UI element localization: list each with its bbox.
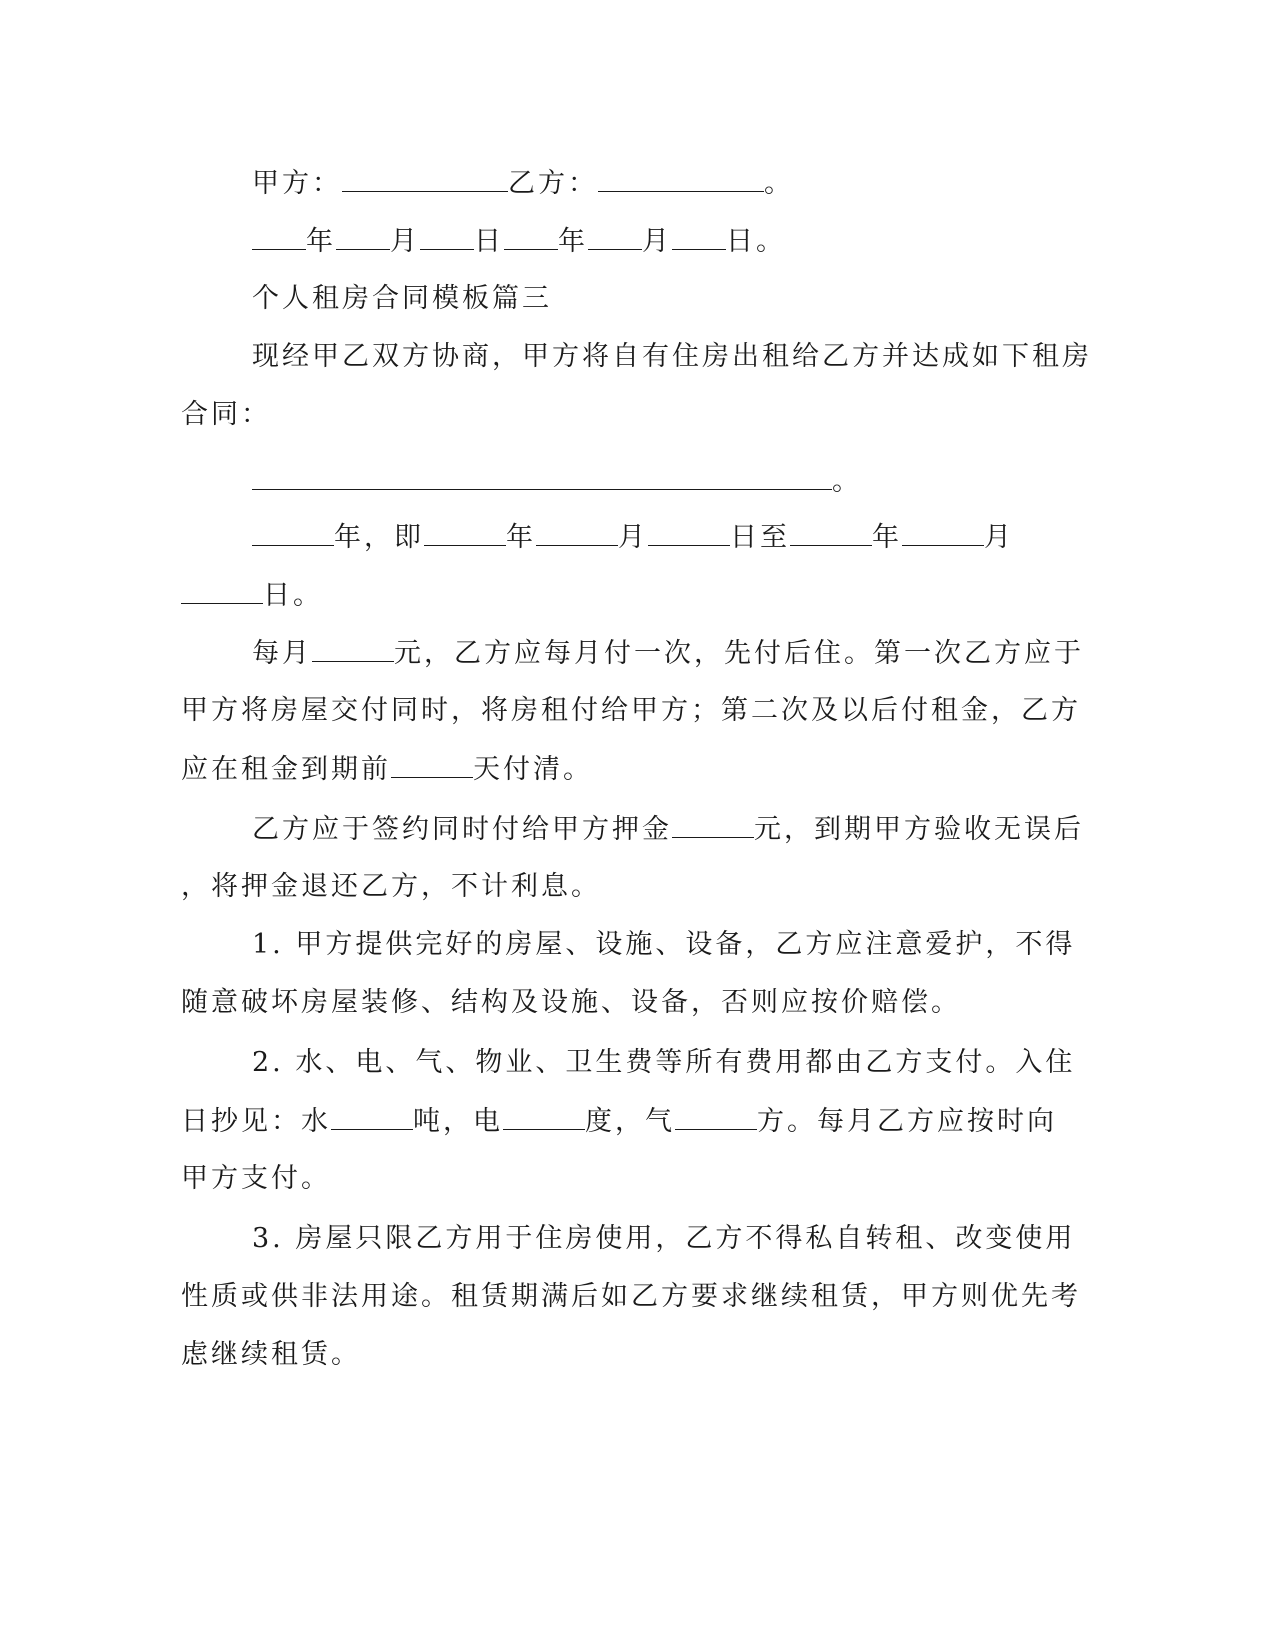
rent-text: 应在租金到期前 xyxy=(181,754,391,785)
rent-text: 元，乙方应每月付一次，先付后住。第一次乙方应于 xyxy=(394,638,1084,669)
deposit-line-1 xyxy=(252,809,1084,849)
term-blank[interactable] xyxy=(790,517,872,546)
term-blank[interactable] xyxy=(424,517,506,546)
term-line-1 xyxy=(252,517,1014,557)
clause-2-text: 日抄见：水 xyxy=(181,1106,331,1137)
term-text: 月 xyxy=(618,522,648,553)
clause-3-line-3: 虑继续租赁。 xyxy=(181,1339,361,1370)
date-blank[interactable] xyxy=(336,221,390,250)
clause-3-line-1: 3. 房屋只限乙方用于住房使用，乙方不得私自转租、改变使用 xyxy=(252,1223,1076,1254)
clause-3-line-2: 性质或供非法用途。租赁期满后如乙方要求继续租赁，甲方则优先考 xyxy=(181,1281,1081,1312)
signature-date-line xyxy=(252,221,786,261)
date-blank[interactable] xyxy=(588,221,642,250)
gas-reading-blank[interactable] xyxy=(675,1101,757,1130)
rent-line-3 xyxy=(181,749,593,789)
intro-line-2: 合同： xyxy=(181,399,271,430)
date-unit: 月 xyxy=(390,226,420,257)
deposit-text: 元，到期甲方验收无误后 xyxy=(754,814,1084,845)
term-blank[interactable] xyxy=(902,517,984,546)
rent-line-2: 甲方将房屋交付同时，将房租付给甲方；第二次及以后付租金，乙方 xyxy=(181,695,1081,726)
clause-2-text: 度，气 xyxy=(585,1106,675,1137)
clause-2-line-2 xyxy=(181,1101,1057,1141)
term-text: 年 xyxy=(872,522,902,553)
clause-2-text: 吨，电 xyxy=(413,1106,503,1137)
deposit-amount-blank[interactable] xyxy=(672,809,754,838)
date-blank[interactable] xyxy=(252,221,306,250)
date-unit: 日 xyxy=(474,226,504,257)
clause-2-line-3: 甲方支付。 xyxy=(181,1163,331,1194)
section-title: 个人租房合同模板篇三 xyxy=(252,283,552,314)
signature-line xyxy=(252,163,794,203)
party-a-blank[interactable] xyxy=(342,163,508,192)
party-b-label: 乙方： xyxy=(508,168,598,199)
water-reading-blank[interactable] xyxy=(331,1101,413,1130)
date-unit: 年 xyxy=(558,226,588,257)
date-unit: 日。 xyxy=(726,226,786,257)
signature-end-mark: 。 xyxy=(764,168,794,199)
date-unit: 月 xyxy=(642,226,672,257)
party-a-label: 甲方： xyxy=(252,168,342,199)
term-blank[interactable] xyxy=(181,575,263,604)
rent-text: 每月 xyxy=(252,638,312,669)
term-blank[interactable] xyxy=(252,517,334,546)
rent-days-blank[interactable] xyxy=(391,749,473,778)
party-b-blank[interactable] xyxy=(598,163,764,192)
clause-1-line-1: 1. 甲方提供完好的房屋、设施、设备，乙方应注意爱护，不得 xyxy=(252,929,1076,960)
term-text: 月 xyxy=(984,522,1014,553)
clause-2-line-1: 2. 水、电、气、物业、卫生费等所有费用都由乙方支付。入住 xyxy=(252,1047,1076,1078)
term-blank[interactable] xyxy=(536,517,618,546)
deposit-line-2: ，将押金退还乙方，不计利息。 xyxy=(181,871,601,902)
rent-text: 天付清。 xyxy=(473,754,593,785)
deposit-text: 乙方应于签约同时付给甲方押金 xyxy=(252,814,672,845)
term-line-2 xyxy=(181,575,323,615)
clause-1-line-2: 随意破坏房屋装修、结构及设施、设备，否则应按价赔偿。 xyxy=(181,987,961,1018)
date-blank[interactable] xyxy=(672,221,726,250)
term-text: 年，即 xyxy=(334,522,424,553)
address-blank[interactable] xyxy=(252,461,832,490)
address-line xyxy=(252,461,862,501)
clause-2-text: 方。每月乙方应按时向 xyxy=(757,1106,1057,1137)
term-text: 日。 xyxy=(263,580,323,611)
term-blank[interactable] xyxy=(648,517,730,546)
term-text: 年 xyxy=(506,522,536,553)
intro-line-1: 现经甲乙双方协商，甲方将自有住房出租给乙方并达成如下租房 xyxy=(252,341,1092,372)
date-unit: 年 xyxy=(306,226,336,257)
term-text: 日至 xyxy=(730,522,790,553)
address-end-mark: 。 xyxy=(832,466,862,497)
rent-line-1 xyxy=(252,633,1084,673)
electricity-reading-blank[interactable] xyxy=(503,1101,585,1130)
date-blank[interactable] xyxy=(504,221,558,250)
rent-amount-blank[interactable] xyxy=(312,633,394,662)
date-blank[interactable] xyxy=(420,221,474,250)
